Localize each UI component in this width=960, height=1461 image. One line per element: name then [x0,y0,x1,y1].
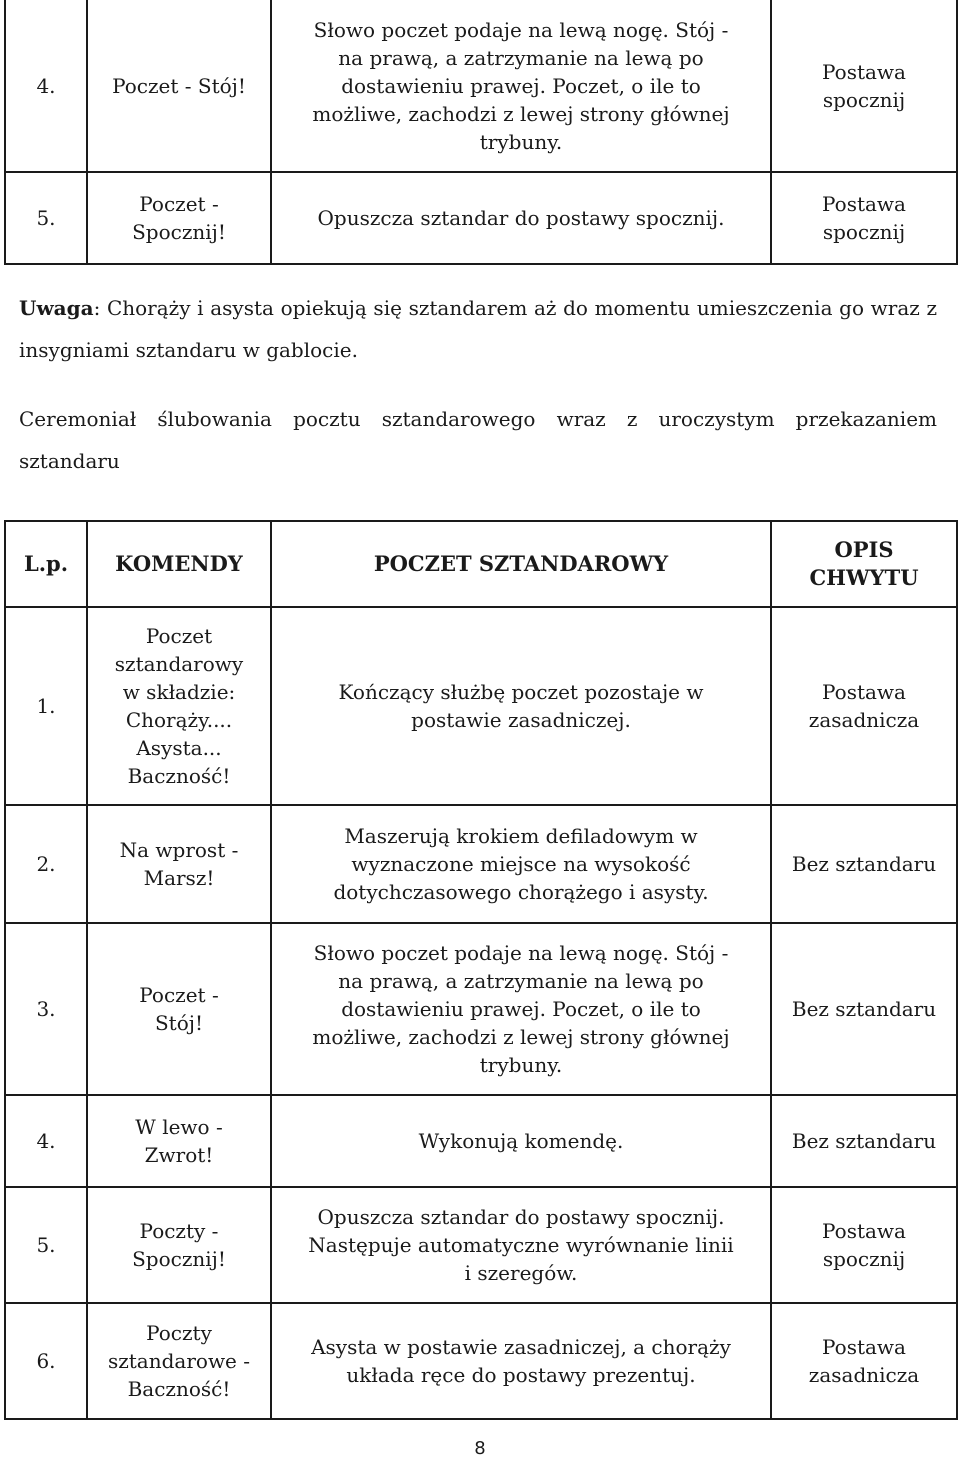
row-description: Kończący służbę poczet pozostaje w postawie zasadniczej. [271,607,771,805]
row-grip: Bez sztandaru [771,1095,957,1187]
table-row [5,1187,957,1303]
table-row [5,1303,957,1419]
row-command: Poczty - Spocznij! [87,1187,271,1303]
row-description: Opuszcza sztandar do postawy spocznij. Następuje automatyczne wyrównanie linii i szeregów. [271,1187,771,1303]
table-row [5,805,957,923]
table-row [5,1095,957,1187]
table-row [5,923,957,1095]
row-grip: Postawa spocznij [771,172,957,264]
note-text: : Chorąży i asysta opiekują się sztandarem aż do momentu umieszczenia go wraz z insygniami sztandaru w gablocie. [19,296,937,362]
row-number: 1. [5,607,87,805]
row-command: Poczet - Stój! [87,0,271,172]
row-description: Opuszcza sztandar do postawy spocznij. [271,172,771,264]
row-command: Poczet sztandarowy w składzie: Chorąży.... Asysta... Baczność! [87,607,271,805]
row-number: 4. [5,0,87,172]
row-command: W lewo - Zwrot! [87,1095,271,1187]
row-number: 5. [5,1187,87,1303]
table-row [5,0,957,172]
note-paragraph [19,287,937,371]
page-number: 8 [474,1438,486,1459]
header-description: POCZET SZTANDAROWY [271,521,771,607]
row-number: 5. [5,172,87,264]
row-grip: Postawa zasadnicza [771,1303,957,1419]
row-command: Poczet - Stój! [87,923,271,1095]
row-number: 2. [5,805,87,923]
ceremony-table-continued [4,0,958,265]
row-description: Słowo poczet podaje na lewą nogę. Stój - na prawą, a zatrzymanie na lewą po dostawieniu prawej. Poczet, o ile to możliwe, zachodzi z lewej strony głównej trybuny. [271,0,771,172]
row-description: Wykonują komendę. [271,1095,771,1187]
table-row [5,172,957,264]
header-grip: OPIS CHWYTU [771,521,957,607]
row-command: Poczty sztandarowe - Baczność! [87,1303,271,1419]
header-command: KOMENDY [87,521,271,607]
table-row [5,607,957,805]
row-number: 6. [5,1303,87,1419]
row-grip: Bez sztandaru [771,923,957,1095]
header-lp: L.p. [5,521,87,607]
row-number: 4. [5,1095,87,1187]
table-header-row [5,521,957,607]
row-description: Maszerują krokiem defiladowym w wyznaczone miejsce na wysokość dotychczasowego chorążego i asysty. [271,805,771,923]
note-label: Uwaga [19,296,94,320]
oath-ceremony-table [4,520,958,1420]
row-description: Słowo poczet podaje na lewą nogę. Stój - na prawą, a zatrzymanie na lewą po dostawieniu prawej. Poczet, o ile to możliwe, zachodzi z lewej strony głównej trybuny. [271,923,771,1095]
row-command: Na wprost - Marsz! [87,805,271,923]
row-grip: Postawa spocznij [771,0,957,172]
row-grip: Bez sztandaru [771,805,957,923]
section-heading: Ceremoniał ślubowania pocztu sztandarowego wraz z uroczystym przekazaniem sztandaru [19,407,937,473]
row-command: Poczet - Spocznij! [87,172,271,264]
row-grip: Postawa zasadnicza [771,607,957,805]
row-description: Asysta w postawie zasadniczej, a chorąży układa ręce do postawy prezentuj. [271,1303,771,1419]
row-grip: Postawa spocznij [771,1187,957,1303]
row-number: 3. [5,923,87,1095]
